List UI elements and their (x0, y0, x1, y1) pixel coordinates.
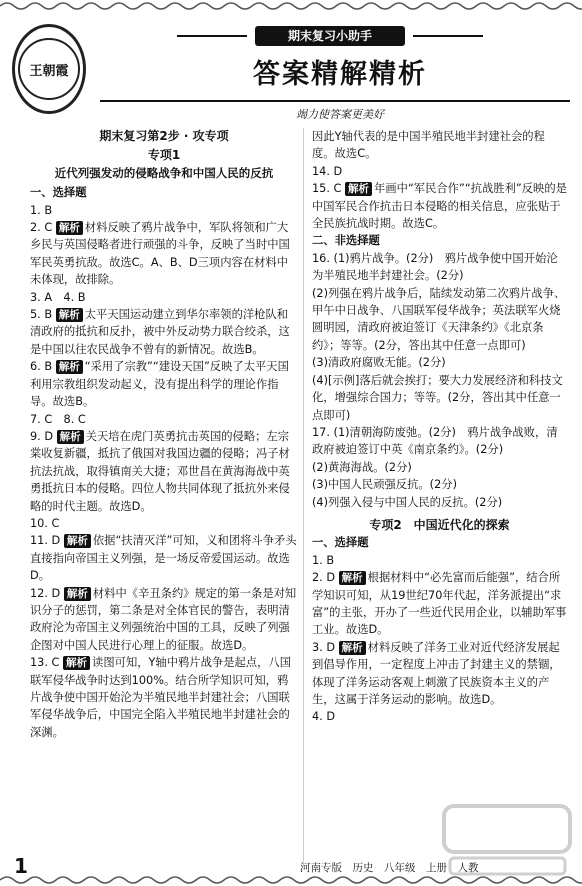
analysis-badge: 解析 (345, 182, 372, 196)
analysis-badge: 解析 (64, 587, 91, 601)
answer-item: 1. B (312, 553, 335, 567)
analysis-badge: 解析 (64, 534, 91, 548)
answer-item: 11. D 解析 依据“扶清灭洋”可知，义和团将斗争矛头直接指向帝国主义列强，是一场反帝爱国运动。故选D。 (30, 534, 297, 583)
answer-item: (4)[示例]落后就会挨打；要大力发展经济和科技文化，增强综合国力；等等。(2分，答出其中任意一点即可) (312, 373, 563, 422)
top-wave-border (0, 0, 582, 12)
analysis-badge: 解析 (339, 641, 366, 655)
page-number: 1 (14, 854, 28, 878)
answer-item: (3)清政府腐败无能。(2分) (312, 356, 446, 370)
left-column (30, 128, 298, 741)
page-title: 答案精解精析 (253, 59, 427, 90)
analysis-badge: 解析 (56, 360, 83, 374)
answer-item: 1. B (30, 203, 53, 217)
answer-item: 2. D 解析 根据材料中“必先富而后能强”，结合所学知识可知，从19世纪70年代起，洋务派提出“求富”的主张，开办了一些近代民用企业，以辅助军事工业。故选D。 (312, 571, 567, 637)
right-column (312, 128, 567, 726)
answer-item: 13. C 解析 读图可知，Y轴中鸦片战争是起点，八国联军侵华战争时达到100%。结合所学知识可知，鸦片战争使中国开始沦为半殖民地半封建社会；八国联军侵华战争后，中国完全陷入半殖民地半封建社会的深渊。 (30, 656, 291, 739)
analysis-badge: 解析 (56, 221, 83, 235)
answer-item: 17. (1)清朝海防废弛。(2分) 鸦片战争战败，清政府被迫签订中英《南京条约》。(2分) (312, 425, 558, 457)
header-tag: 期末复习小助手 (255, 26, 405, 46)
column-divider (303, 128, 304, 863)
bottom-wave-border (0, 874, 582, 886)
answer-item: 3. A 4. B (30, 290, 86, 304)
answer-item: 15. C 解析 年画中“军民合作”“抗战胜利”反映的是中国军民合作抗击日本侵略的相关信息，应张贴于全民族抗战时期。故选C。 (312, 182, 567, 231)
answer-item: (2)黄海海战。(2分) (312, 460, 412, 474)
answer-item: 10. C (30, 516, 60, 530)
page-header (0, 14, 582, 122)
answer-item: 7. C 8. C (30, 412, 86, 426)
answer-item: 3. D 解析 材料反映了洋务工业对近代经济发展起到倡导作用，一定程度上冲击了封建主义的禁锢，体现了洋务运动客观上刺激了民族资本主义的产生，这属于洋务运动的影响。故选D。 (312, 640, 561, 706)
answer-item: 2. C 解析 材料反映了鸦片战争中，军队将领和广大乡民与英国侵略者进行顽强的斗争，反映了当时中国军民英勇抗敌。故选C。A、B、D三项内容在材料中未体现，故排除。 (30, 221, 290, 287)
answer-item: (3)中国人民顽强反抗。(2分) (312, 478, 457, 492)
footer-text: 河南专版 历史 八年级 上册 人教 (300, 862, 479, 874)
step-title: 期末复习第2步 · 攻专项 (99, 129, 229, 143)
answer-item: 4. D (312, 710, 336, 724)
answer-item: 9. D 解析 关天培在虎门英勇抗击英国的侵略；左宗棠收复新疆，抵抗了俄国对我国边疆的侵略；冯子材抗法抗战，取得镇南关大捷；邓世昌在黄海海战中英勇抵抗日本的侵略。四位人物共同体现了抵抗外来侵略的时代主题。故选D。 (30, 429, 290, 513)
answer-item: 6. B 解析 “采用了宗教”“建设天国”反映了太平天国利用宗教组织发动起义，没有提出科学的理论作指导。故选B。 (30, 360, 289, 409)
topic-1-heading: 专项1 (147, 148, 181, 163)
answer-item: 14. D (312, 164, 343, 178)
answer-item: 12. D 解析 材料中《辛丑条约》规定的第一条是对知识分子的惩罚，第二条是对全体官民的警告，表明清政府沦为帝国主义列强统治中国的工具，反映了列强企图对中国人民进行心理上的征服。故选D。 (30, 586, 297, 652)
analysis-badge: 解析 (63, 656, 90, 670)
section-choice-heading: 一、选择题 (30, 186, 87, 200)
analysis-badge: 解析 (339, 571, 366, 585)
section-choice-heading-2: 一、选择题 (312, 536, 369, 550)
section-open-heading: 二、非选择题 (312, 234, 380, 248)
answer-item: (2)列强在鸦片战争后，陆续发动第二次鸦片战争、甲午中日战争、八国联军侵华战争；英法联军火烧圆明园，清政府被迫签订《天津条约》《北京条约》；等等。(2分，答出其中任意一点即可) (312, 286, 566, 352)
brand-logo-text: 王朝霞 (18, 38, 80, 100)
brand-logo (12, 24, 86, 114)
analysis-badge: 解析 (56, 308, 83, 322)
topic-1-subtitle: 近代列强发动的侵略战争和中国人民的反抗 (54, 165, 274, 180)
analysis-badge: 解析 (57, 430, 84, 444)
answer-item: 5. B 解析 太平天国运动建立到华尔率领的洋枪队和清政府的抵抗和反扑，被中外反动势力联合绞杀，这是中国以往农民战争不曾有的新情况。故选B。 (30, 308, 290, 356)
answer-item: 16. (1)鸦片战争。(2分) 鸦片战争使中国开始沦为半殖民地半封建社会。(2分) (312, 251, 558, 283)
slogan: 竭力使答案更美好 (296, 108, 384, 121)
answer-item: 因此Y轴代表的是中国半殖民地半封建社会的程度。故选C。 (312, 130, 545, 161)
topic-2-heading: 专项2 中国近代化的探索 (369, 517, 510, 532)
header-rule (100, 100, 570, 102)
answer-item: (4)列强入侵与中国人民的反抗。(2分) (312, 495, 503, 509)
